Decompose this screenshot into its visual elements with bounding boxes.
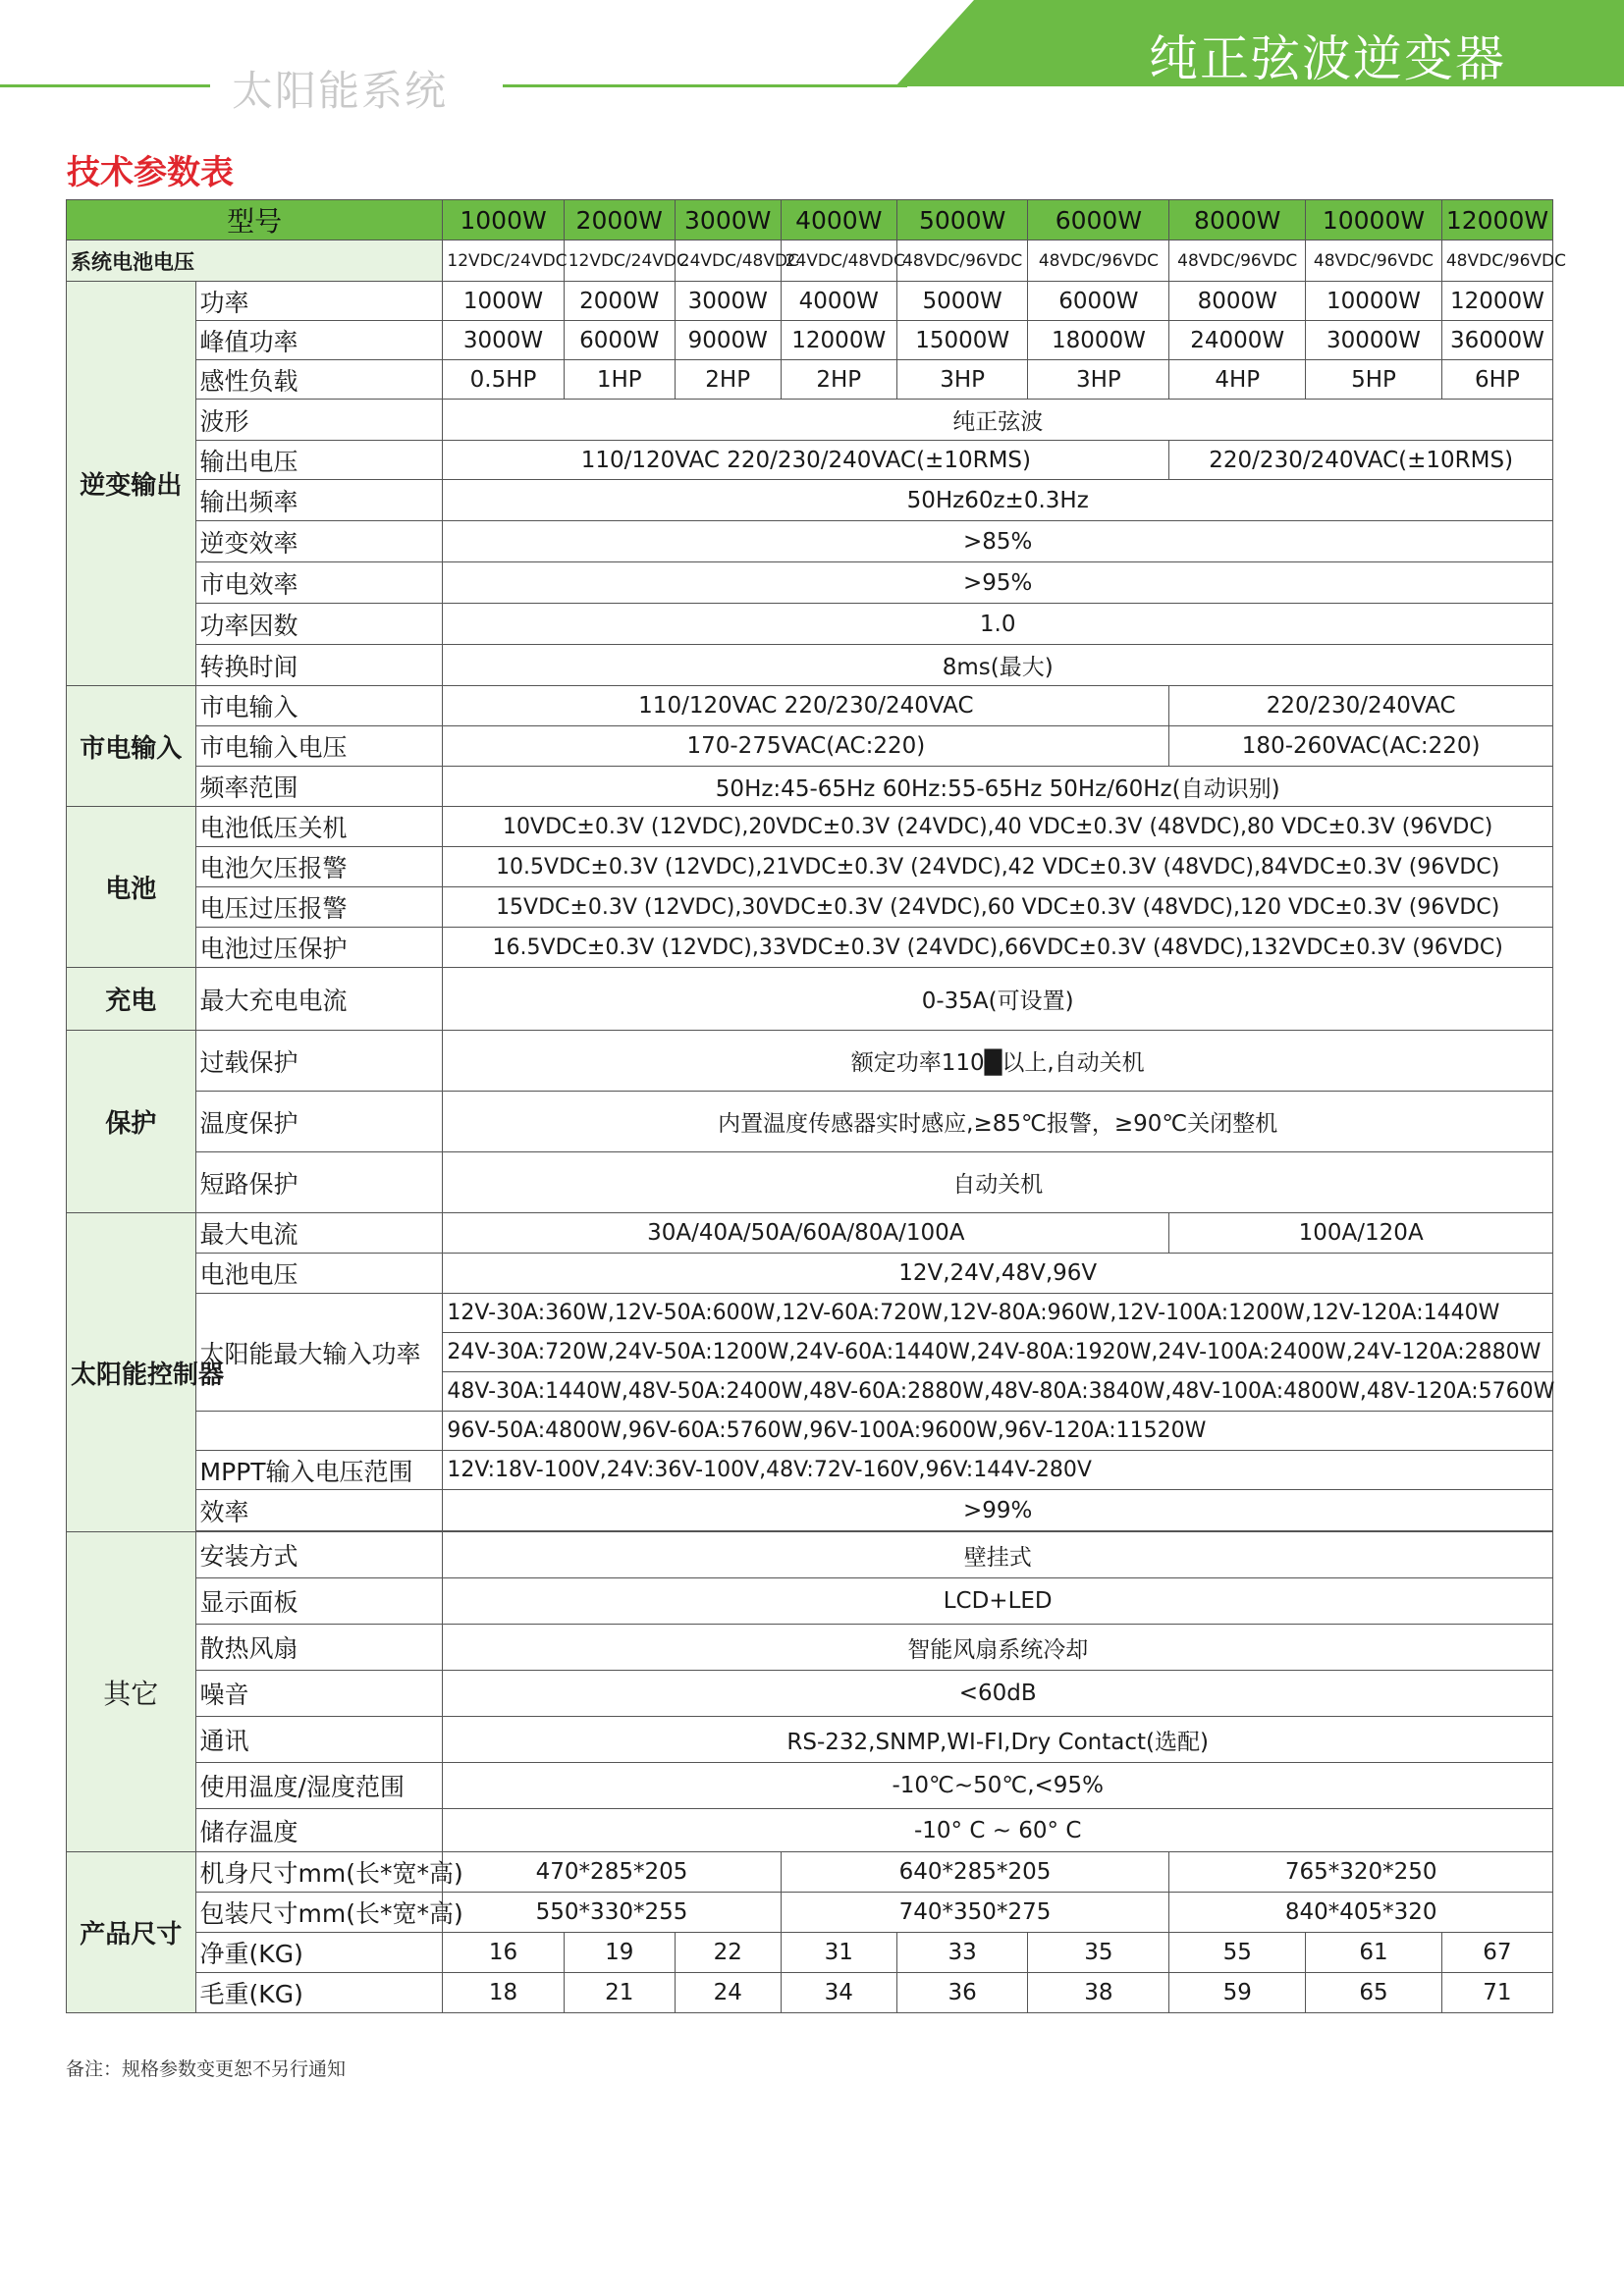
operating-range-value: -10℃~50℃,<95% (443, 1763, 1553, 1809)
row-label: 峰值功率 (195, 321, 443, 360)
peak-power-cell: 3000W (443, 321, 564, 360)
body-size-row (67, 1852, 1553, 1893)
peak-power-cell: 9000W (675, 321, 781, 360)
row-label: 波形 (195, 400, 443, 441)
package-size-row (67, 1893, 1553, 1933)
fan-value: 智能风扇系统冷却 (443, 1625, 1553, 1671)
charging-value: 0-35A(可设置) (443, 968, 1553, 1031)
row-label: 逆变效率 (195, 521, 443, 562)
footnote: 备注：规格参数变更恕不另行通知 (66, 2058, 347, 2080)
row-label: 安装方式 (195, 1532, 443, 1578)
gross-weight-row (67, 1973, 1553, 2013)
communication-row (67, 1717, 1553, 1763)
model-cell: 12000W (1441, 200, 1552, 240)
row-label: 最大电流 (195, 1213, 443, 1254)
package-size-cell: 840*405*320 (1169, 1893, 1553, 1933)
short-circuit-row (67, 1152, 1553, 1213)
solar-eff-row (67, 1490, 1553, 1531)
power-cell: 3000W (675, 282, 781, 321)
body-size-cell: 765*320*250 (1169, 1852, 1553, 1893)
category-protection: 保护 (67, 1031, 196, 1213)
gross-weight-cell: 71 (1441, 1973, 1552, 2013)
freq-range-row (67, 767, 1553, 807)
model-cell: 3000W (675, 200, 781, 240)
row-label: 净重(KG) (195, 1933, 443, 1973)
output-freq-row (67, 480, 1553, 521)
model-cell: 2000W (564, 200, 675, 240)
net-weight-cell: 19 (564, 1933, 675, 1973)
net-weight-cell: 55 (1169, 1933, 1306, 1973)
row-label: 频率范围 (195, 767, 443, 807)
peak-power-cell: 18000W (1028, 321, 1169, 360)
solar-battery-value: 12V,24V,48V,96V (443, 1254, 1553, 1294)
section-title: 技术参数表 (67, 153, 234, 192)
row-label: 输出频率 (195, 480, 443, 521)
storage-temp-row (67, 1809, 1553, 1852)
peak-power-cell: 30000W (1306, 321, 1442, 360)
battery-low-row (67, 807, 1553, 847)
power-cell: 8000W (1169, 282, 1306, 321)
battery-overprotect-value: 16.5VDC±0.3V (12VDC),33VDC±0.3V (24VDC),66VDC±0.3V (48VDC),132VDC±0.3V (96VDC) (443, 928, 1553, 968)
row-label: 电池欠压报警 (195, 847, 443, 887)
row-label: 储存温度 (195, 1809, 443, 1852)
model-cell: 8000W (1169, 200, 1306, 240)
noise-row (67, 1671, 1553, 1717)
row-label: 市电效率 (195, 562, 443, 604)
solar-power-line: 48V-30A:1440W,48V-50A:2400W,48V-60A:2880W,48V-80A:3840W,48V-100A:4800W,48V-120A:5760W (443, 1372, 1553, 1412)
short-circuit-value: 自动关机 (443, 1152, 1553, 1213)
battery-under-value: 10.5VDC±0.3V (12VDC),21VDC±0.3V (24VDC),42 VDC±0.3V (48VDC),84VDC±0.3V (96VDC) (443, 847, 1553, 887)
power-cell: 6000W (1028, 282, 1169, 321)
battery-voltage-cell: 24VDC/48VDC (781, 240, 896, 282)
row-label: 温度保护 (195, 1092, 443, 1152)
category-mains-input: 市电输入 (67, 686, 196, 807)
mains-eff-row (67, 562, 1553, 604)
row-label: 电池电压 (195, 1254, 443, 1294)
waveform-row (67, 400, 1553, 441)
temperature-value: 内置温度传感器实时感应,≥85℃报警，≥90℃关闭整机 (443, 1092, 1553, 1152)
brand-title: 太阳能系统 (232, 67, 449, 115)
storage-temp-value: -10° C ~ 60° C (443, 1809, 1553, 1852)
mains-voltage-value: 170-275VAC(AC:220) (443, 726, 1169, 767)
temperature-row (67, 1092, 1553, 1152)
inductive-load-cell: 5HP (1306, 360, 1442, 400)
overload-row (67, 1031, 1553, 1092)
category-inverter-output: 逆变输出 (67, 282, 196, 686)
category-others: 其它 (67, 1532, 196, 1852)
header-rule-left (0, 84, 210, 87)
peak-power-cell: 12000W (781, 321, 896, 360)
battery-overalarm-row (67, 887, 1553, 928)
inductive-load-cell: 6HP (1441, 360, 1552, 400)
output-voltage-value-high: 220/230/240VAC(±10RMS) (1169, 441, 1553, 480)
noise-value: <60dB (443, 1671, 1553, 1717)
row-label: 散热风扇 (195, 1625, 443, 1671)
row-label: 市电输入 (195, 686, 443, 726)
gross-weight-cell: 18 (443, 1973, 564, 2013)
installation-value: 壁挂式 (443, 1532, 1553, 1578)
gross-weight-cell: 65 (1306, 1973, 1442, 2013)
fan-row (67, 1625, 1553, 1671)
gross-weight-cell: 24 (675, 1973, 781, 2013)
solar-power-line: 12V-30A:360W,12V-50A:600W,12V-60A:720W,12V-80A:960W,12V-100A:1200W,12V-120A:1440W (443, 1294, 1553, 1333)
power-factor-row (67, 604, 1553, 645)
spec-table (66, 199, 1567, 2013)
mains-voltage-row (67, 726, 1553, 767)
output-voltage-value: 110/120VAC 220/230/240VAC(±10RMS) (443, 441, 1169, 480)
net-weight-cell: 67 (1441, 1933, 1552, 1973)
battery-voltage-cell: 48VDC/96VDC (1441, 240, 1552, 282)
category-dimensions: 产品尺寸 (67, 1852, 196, 2013)
peak-power-cell: 36000W (1441, 321, 1552, 360)
net-weight-cell: 33 (896, 1933, 1028, 1973)
row-label: 机身尺寸mm(长*宽*高) (195, 1852, 443, 1893)
inductive-load-cell: 3HP (896, 360, 1028, 400)
row-label: MPPT输入电压范围 (195, 1451, 443, 1490)
peak-power-row (67, 321, 1553, 360)
inductive-load-row (67, 360, 1553, 400)
battery-voltage-label: 系统电池电压 (67, 240, 443, 282)
gross-weight-cell: 34 (781, 1973, 896, 2013)
row-label: 过载保护 (195, 1031, 443, 1092)
battery-voltage-cell: 48VDC/96VDC (896, 240, 1028, 282)
row-label: 最大充电电流 (195, 968, 443, 1031)
row-label: 太阳能最大输入功率 (195, 1294, 443, 1412)
model-cell: 1000W (443, 200, 564, 240)
mains-voltage-value-high: 180-260VAC(AC:220) (1169, 726, 1553, 767)
power-row (67, 282, 1553, 321)
solar-current-row (67, 1213, 1553, 1254)
row-label: 短路保护 (195, 1152, 443, 1213)
inductive-load-cell: 1HP (564, 360, 675, 400)
solar-power-line: 96V-50A:4800W,96V-60A:5760W,96V-100A:9600W,96V-120A:11520W (443, 1412, 1553, 1451)
net-weight-cell: 31 (781, 1933, 896, 1973)
mains-input-value: 110/120VAC 220/230/240VAC (443, 686, 1169, 726)
power-cell: 5000W (896, 282, 1028, 321)
output-voltage-row (67, 441, 1553, 480)
model-cell: 10000W (1306, 200, 1442, 240)
freq-range-value: 50Hz:45-65Hz 60Hz:55-65Hz 50Hz/60Hz(自动识别) (443, 767, 1553, 807)
inverter-eff-value: >85% (443, 521, 1553, 562)
installation-row (67, 1532, 1553, 1578)
battery-under-row (67, 847, 1553, 887)
net-weight-cell: 22 (675, 1933, 781, 1973)
net-weight-cell: 61 (1306, 1933, 1442, 1973)
battery-voltage-row (67, 240, 1553, 282)
gross-weight-cell: 38 (1028, 1973, 1169, 2013)
row-label: 输出电压 (195, 441, 443, 480)
mains-input-value-high: 220/230/240VAC (1169, 686, 1553, 726)
package-size-cell: 740*350*275 (781, 1893, 1169, 1933)
row-label: 效率 (195, 1490, 443, 1531)
category-solar-controller: 太阳能控制器 (67, 1213, 196, 1532)
transfer-time-value: 8ms(最大) (443, 645, 1553, 686)
peak-power-cell: 15000W (896, 321, 1028, 360)
row-label: 电压过压报警 (195, 887, 443, 928)
model-cell: 6000W (1028, 200, 1169, 240)
net-weight-cell: 35 (1028, 1933, 1169, 1973)
waveform-value: 纯正弦波 (443, 400, 1553, 441)
mppt-value: 12V:18V-100V,24V:36V-100V,48V:72V-160V,96V:144V-280V (443, 1451, 1553, 1490)
row-label: 转换时间 (195, 645, 443, 686)
body-size-cell: 470*285*205 (443, 1852, 781, 1893)
power-cell: 1000W (443, 282, 564, 321)
body-size-cell: 640*285*205 (781, 1852, 1169, 1893)
model-cell: 5000W (896, 200, 1028, 240)
row-label: 市电输入电压 (195, 726, 443, 767)
net-weight-cell: 16 (443, 1933, 564, 1973)
model-cell: 4000W (781, 200, 896, 240)
battery-overprotect-row (67, 928, 1553, 968)
power-cell: 2000W (564, 282, 675, 321)
solar-power-line: 24V-30A:720W,24V-50A:1200W,24V-60A:1440W,24V-80A:1920W,24V-100A:2400W,24V-120A:2880W (443, 1333, 1553, 1372)
inductive-load-cell: 0.5HP (443, 360, 564, 400)
peak-power-cell: 6000W (564, 321, 675, 360)
battery-voltage-cell: 48VDC/96VDC (1028, 240, 1169, 282)
row-label: 毛重(KG) (195, 1973, 443, 2013)
battery-low-value: 10VDC±0.3V (12VDC),20VDC±0.3V (24VDC),40 VDC±0.3V (48VDC),80 VDC±0.3V (96VDC) (443, 807, 1553, 847)
battery-voltage-cell: 12VDC/24VDC (443, 240, 564, 282)
net-weight-row (67, 1933, 1553, 1973)
solar-battery-row (67, 1254, 1553, 1294)
row-label: 感性负载 (195, 360, 443, 400)
power-cell: 4000W (781, 282, 896, 321)
row-label: 显示面板 (195, 1578, 443, 1625)
row-label: 功率 (195, 282, 443, 321)
category-battery: 电池 (67, 807, 196, 968)
package-size-cell: 550*330*255 (443, 1893, 781, 1933)
charging-row (67, 968, 1553, 1031)
solar-power-row (67, 1294, 1553, 1333)
mppt-row (67, 1451, 1553, 1490)
solar-power-row (67, 1412, 1553, 1451)
power-factor-value: 1.0 (443, 604, 1553, 645)
category-charging: 充电 (67, 968, 196, 1031)
solar-current-value: 30A/40A/50A/60A/80A/100A (443, 1213, 1169, 1254)
power-cell: 12000W (1441, 282, 1552, 321)
gross-weight-cell: 36 (896, 1973, 1028, 2013)
row-label: 电池低压关机 (195, 807, 443, 847)
overload-value: 额定功率110█以上,自动关机 (443, 1031, 1553, 1092)
display-value: LCD+LED (443, 1578, 1553, 1625)
battery-voltage-cell: 24VDC/48VDC (675, 240, 781, 282)
header-rule-right (503, 84, 907, 87)
row-label-empty (195, 1412, 443, 1451)
banner-title: 纯正弦波逆变器 (1149, 30, 1506, 87)
inductive-load-cell: 2HP (781, 360, 896, 400)
inductive-load-cell: 3HP (1028, 360, 1169, 400)
row-label: 通讯 (195, 1717, 443, 1763)
display-row (67, 1578, 1553, 1625)
solar-eff-value: >99% (443, 1490, 1553, 1531)
row-label: 电池过压保护 (195, 928, 443, 968)
row-label: 使用温度/湿度范围 (195, 1763, 443, 1809)
gross-weight-cell: 59 (1169, 1973, 1306, 2013)
row-label: 功率因数 (195, 604, 443, 645)
row-label: 包装尺寸mm(长*宽*高) (195, 1893, 443, 1933)
inverter-eff-row (67, 521, 1553, 562)
power-cell: 10000W (1306, 282, 1442, 321)
transfer-time-row (67, 645, 1553, 686)
mains-eff-value: >95% (443, 562, 1553, 604)
operating-range-row (67, 1763, 1553, 1809)
inductive-load-cell: 2HP (675, 360, 781, 400)
battery-voltage-cell: 12VDC/24VDC (564, 240, 675, 282)
inductive-load-cell: 4HP (1169, 360, 1306, 400)
output-freq-value: 50Hz60z±0.3Hz (443, 480, 1553, 521)
gross-weight-cell: 21 (564, 1973, 675, 2013)
mains-input-row (67, 686, 1553, 726)
model-label: 型号 (67, 200, 443, 240)
communication-value: RS-232,SNMP,WI-FI,Dry Contact(选配) (443, 1717, 1553, 1763)
row-label: 噪音 (195, 1671, 443, 1717)
battery-voltage-cell: 48VDC/96VDC (1306, 240, 1442, 282)
battery-overalarm-value: 15VDC±0.3V (12VDC),30VDC±0.3V (24VDC),60 VDC±0.3V (48VDC),120 VDC±0.3V (96VDC) (443, 887, 1553, 928)
solar-current-value-high: 100A/120A (1169, 1213, 1553, 1254)
battery-voltage-cell: 48VDC/96VDC (1169, 240, 1306, 282)
peak-power-cell: 24000W (1169, 321, 1306, 360)
model-row (67, 200, 1553, 240)
